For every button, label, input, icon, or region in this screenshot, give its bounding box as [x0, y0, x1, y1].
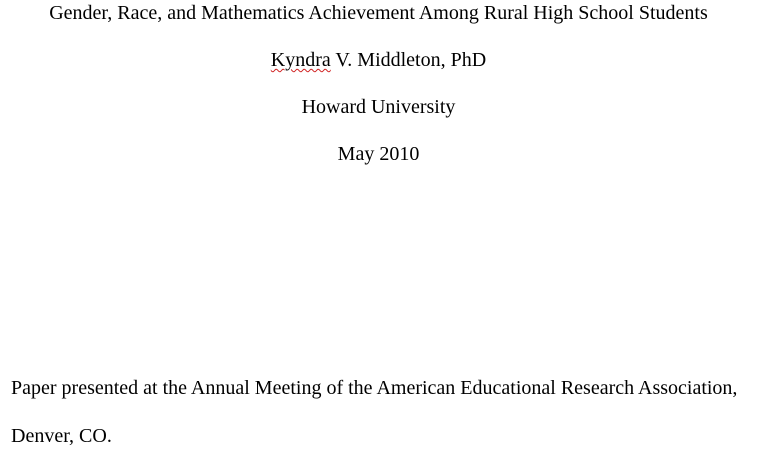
author-first-name: Kyndra [270, 49, 331, 71]
presentation-line-2: Denver, CO. [11, 425, 112, 447]
paper-title: Gender, Race, and Mathematics Achievement Among Rural High School Students [49, 2, 708, 24]
presentation-line-1: Paper presented at the Annual Meeting of the American Educational Research Association, [11, 377, 738, 399]
date: May 2010 [337, 143, 420, 165]
affiliation: Howard University [301, 96, 456, 118]
author-line [0, 48, 757, 72]
author-rest: V. Middleton, PhD [330, 49, 487, 71]
